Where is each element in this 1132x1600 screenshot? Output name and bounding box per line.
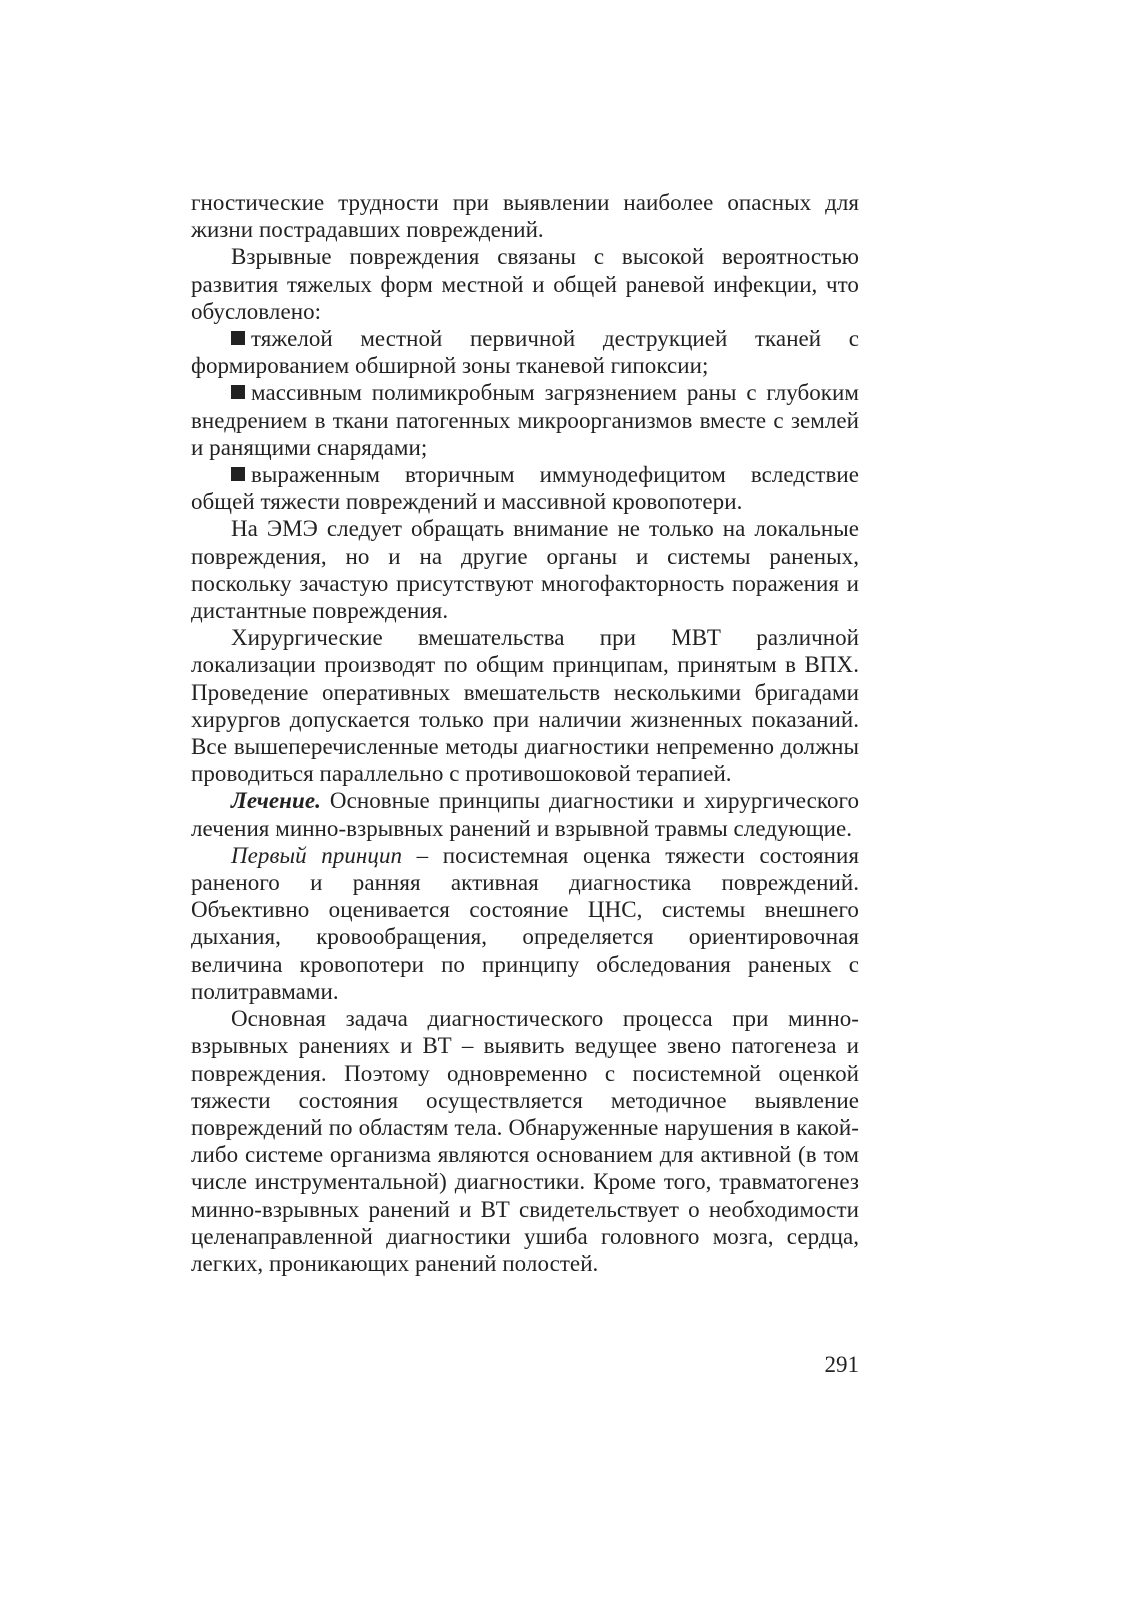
list-item-text: массивным полимикробным загрязнением раны с глубоким внедрением в ткани патогенных микроорганизмов вместе с землей и ранящими снарядами; [191, 380, 859, 460]
run-in-heading: Первый принцип [231, 842, 403, 868]
list-item [191, 461, 859, 515]
paragraph-treatment [191, 787, 859, 841]
paragraph-diagnostic-task: Основная задача диагностического процесса при минно-взрывных ранениях и ВТ – выявить ведущее звено патогенеза и повреждения. Поэтому одновременно с посистемной оценкой тяжести состояния осуществляется методичное выявление повреждений по областям тела. Обнаруженные нарушения в какой-либо системе организма являются основанием для активной (в том числе инструментальной) диагностики. Кроме того, травматогенез минно-взрывных ранений и ВТ свидетельствует о необходимости целенаправленной диагностики ушиба головного мозга, сердца, легких, проникающих ранений полостей. [191, 1006, 859, 1276]
paragraph-eme: На ЭМЭ следует обращать внимание не только на локальные повреждения, но и на другие органы и системы раненых, поскольку зачастую присутствуют многофакторность поражения и дистантные повреждения. [191, 516, 859, 624]
paragraph-explosive-injuries: Взрывные повреждения связаны с высокой вероятностью развития тяжелых форм местной и общей раневой инфекции, что обусловлено: [191, 244, 859, 324]
paragraph-text: Основные принципы диагностики и хирургического лечения минно-взрывных ранений и взрывной травмы следующие. [191, 788, 859, 841]
list-item [191, 325, 859, 379]
paragraph-surgery: Хирургические вмешательства при МВТ различной локализации производят по общим принципам, принятым в ВПХ. Проведение оперативных вмешательств несколькими бригадами хирургов допускается только при наличии жизненных показаний. Все вышеперечисленные методы диагностики непременно должны проводиться параллельно с противошоковой терапией. [191, 625, 859, 787]
paragraph-text: – посистемная оценка тяжести состояния раненого и ранняя активная диагностика повреждений. Объективно оценивается состояние ЦНС, системы внешнего дыхания, кровообращения, определяется ориентировочная величина кровопотери по принципу обследования раненых с политравмами. [191, 842, 859, 1004]
page-body [191, 189, 859, 1277]
square-bullet-icon [231, 385, 245, 399]
main-text [191, 189, 859, 1277]
paragraph-continuation: гностические трудности при выявлении наиболее опасных для жизни пострадавших повреждений. [191, 190, 859, 243]
list-item-text: тяжелой местной первичной деструкцией тканей с формированием обширной зоны тканевой гипоксии; [191, 326, 859, 379]
list-item [191, 379, 859, 461]
square-bullet-icon [231, 331, 245, 345]
paragraph-first-principle [191, 842, 859, 1005]
run-in-heading: Лечение. [231, 788, 321, 814]
page-number: 291 [824, 1352, 859, 1377]
list-item-text: выраженным вторичным иммунодефицитом вследствие общей тяжести повреждений и массивной кровопотери. [191, 462, 859, 515]
square-bullet-icon [231, 467, 245, 481]
